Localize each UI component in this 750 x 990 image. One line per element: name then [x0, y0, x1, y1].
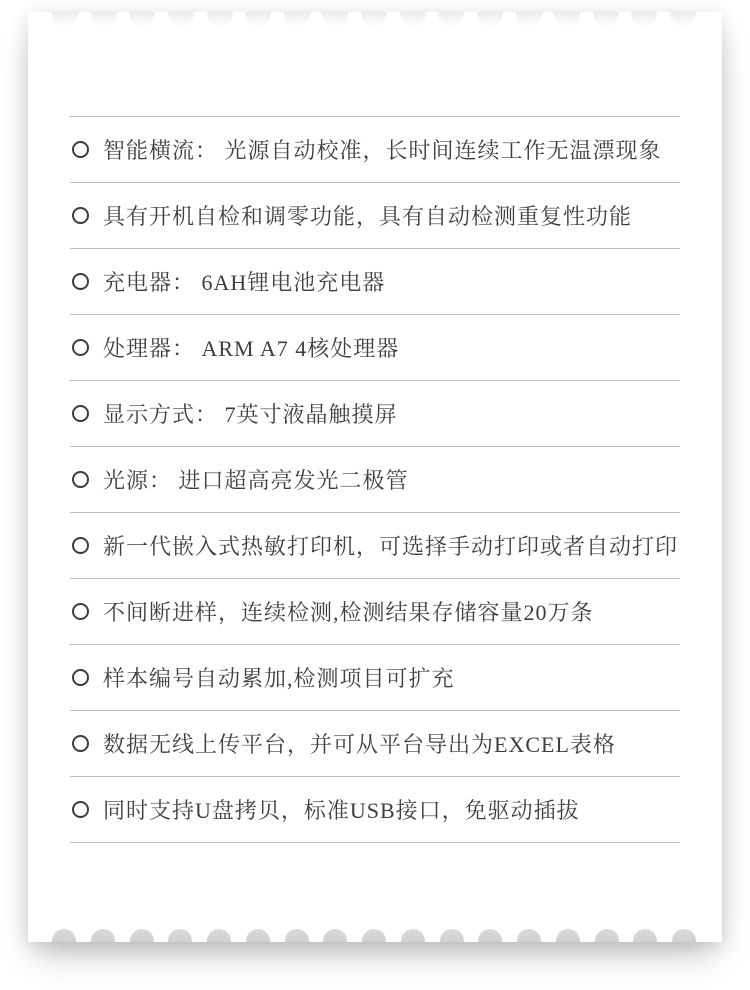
circle-bullet-icon: [72, 669, 89, 686]
circle-bullet-icon: [72, 339, 89, 356]
list-item-text: 不间断进样，连续检测,检测结果存储容量20万条: [103, 600, 594, 625]
list-item-text: 光源： 进口超高亮发光二极管: [103, 468, 409, 493]
scallop-notch-top: [516, 12, 542, 26]
circle-bullet-icon: [72, 735, 89, 752]
list-item-text: 显示方式： 7英寸液晶触摸屏: [103, 402, 398, 427]
perforated-edge-top: [52, 12, 696, 26]
scallop-notch-bottom: [478, 929, 502, 942]
scallop-notch-top: [168, 12, 194, 26]
list-item: [70, 447, 680, 513]
list-item: [70, 117, 680, 183]
scallop-notch-bottom: [207, 929, 231, 942]
list-item-text: 数据无线上传平台，并可从平台导出为EXCEL表格: [103, 732, 616, 757]
scallop-notch-bottom: [440, 929, 464, 942]
product-description-card: [28, 12, 722, 942]
scallop-notch-top: [52, 12, 78, 26]
circle-bullet-icon: [72, 471, 89, 488]
list-item: [70, 249, 680, 315]
scallop-notch-top: [554, 12, 580, 26]
circle-bullet-icon: [72, 603, 89, 620]
scallop-notch-top: [129, 12, 155, 26]
scallop-notch-bottom: [168, 929, 192, 942]
scallop-notch-top: [670, 12, 696, 26]
perforated-edge-bottom: [52, 929, 696, 942]
circle-bullet-icon: [72, 141, 89, 158]
scallop-notch-bottom: [246, 929, 270, 942]
list-item: [70, 777, 680, 843]
list-item: [70, 711, 680, 777]
list-item: [70, 645, 680, 711]
scallop-notch-bottom: [323, 929, 347, 942]
scallop-notch-top: [400, 12, 426, 26]
list-item-text: 充电器： 6AH锂电池充电器: [103, 270, 386, 295]
feature-list: [70, 116, 680, 843]
list-item-text: 同时支持U盘拷贝，标准USB接口，免驱动插拔: [103, 798, 580, 823]
scallop-notch-bottom: [91, 929, 115, 942]
list-item: [70, 381, 680, 447]
circle-bullet-icon: [72, 537, 89, 554]
scallop-notch-bottom: [362, 929, 386, 942]
circle-bullet-icon: [72, 207, 89, 224]
scallop-notch-top: [593, 12, 619, 26]
scallop-notch-top: [631, 12, 657, 26]
circle-bullet-icon: [72, 405, 89, 422]
scallop-notch-bottom: [52, 929, 76, 942]
list-item: [70, 183, 680, 249]
scallop-notch-bottom: [130, 929, 154, 942]
scallop-notch-bottom: [556, 929, 580, 942]
list-item-text: 智能横流： 光源自动校准，长时间连续工作无温漂现象: [103, 138, 662, 163]
scallop-notch-top: [361, 12, 387, 26]
list-item-text: 具有开机自检和调零功能，具有自动检测重复性功能: [103, 204, 633, 229]
scallop-notch-top: [322, 12, 348, 26]
list-item: [70, 513, 680, 579]
list-item: [70, 579, 680, 645]
scallop-notch-bottom: [285, 929, 309, 942]
circle-bullet-icon: [72, 273, 89, 290]
scallop-notch-bottom: [517, 929, 541, 942]
scallop-notch-bottom: [595, 929, 619, 942]
scallop-notch-top: [245, 12, 271, 26]
list-item-text: 处理器： ARM A7 4核处理器: [103, 336, 400, 361]
scallop-notch-bottom: [672, 929, 696, 942]
scallop-notch-bottom: [633, 929, 657, 942]
list-item-text: 样本编号自动累加,检测项目可扩充: [103, 666, 455, 691]
scallop-notch-top: [438, 12, 464, 26]
scallop-notch-top: [207, 12, 233, 26]
scallop-notch-top: [284, 12, 310, 26]
circle-bullet-icon: [72, 801, 89, 818]
list-item: [70, 315, 680, 381]
scallop-notch-top: [477, 12, 503, 26]
scallop-notch-bottom: [401, 929, 425, 942]
scallop-notch-top: [91, 12, 117, 26]
list-item-text: 新一代嵌入式热敏打印机，可选择手动打印或者自动打印: [103, 534, 679, 559]
